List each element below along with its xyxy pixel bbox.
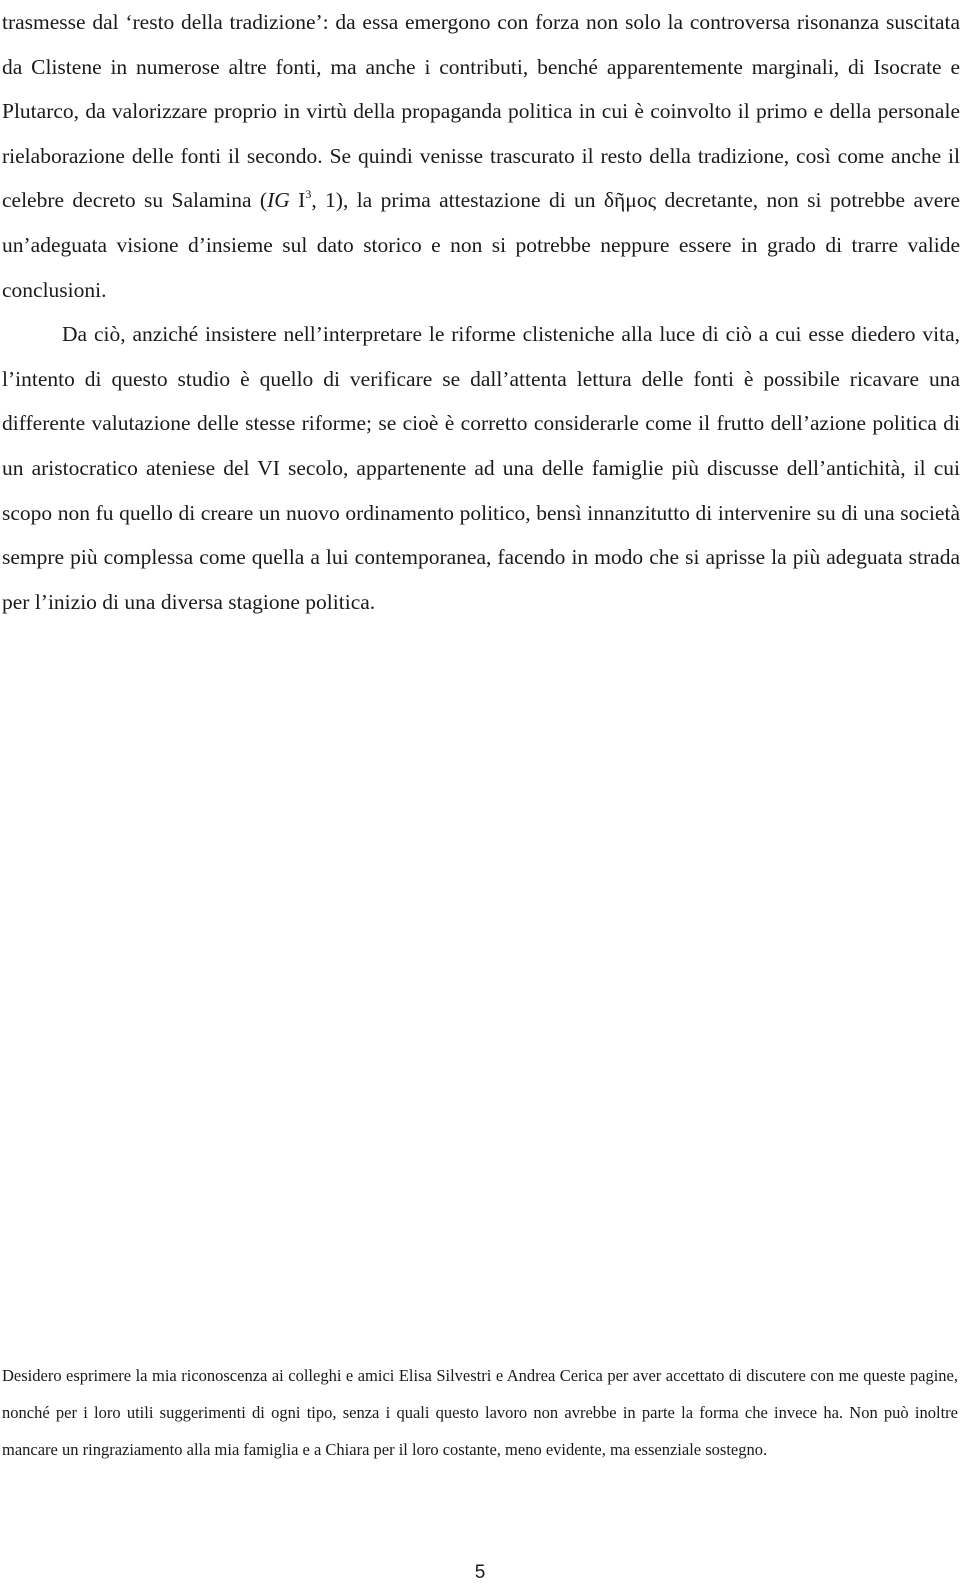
ig-volume: I <box>289 188 306 213</box>
page-number: 5 <box>474 1562 486 1583</box>
ig-superscript: 3 <box>305 187 312 202</box>
main-text <box>2 0 960 624</box>
paragraph-1-part-2: , 1), la prima attestazione di un δῆμος decretante, non si potrebbe avere un’adeguata visione d’insieme sul dato storico e non si potrebbe neppure essere in grado di trarre valide conclusioni. <box>2 188 960 302</box>
paragraph-1-part-1: trasmesse dal ‘resto della tradizione’: da essa emergono con forza non solo la controversa risonanza suscitata da Clistene in numerose altre fonti, ma anche i contributi, benché apparentemente marginali, di Isocrate e Plutarco, da valorizzare proprio in virtù della propaganda politica in cui è coinvolto il primo e della personale rielaborazione delle fonti il secondo. Se quindi venisse trascurato il resto della tradizione, così come anche il celebre decreto su Salamina ( <box>2 10 960 213</box>
paragraph-2: Da ciò, anziché insistere nell’interpretare le riforme clisteniche alla luce di ciò a cui esse diedero vita, l’intento di questo studio è quello di verificare se dall’attenta lettura delle fonti è possibile ricavare una differente valutazione delle stesse riforme; se cioè è corretto considerarle come il frutto dell’azione politica di un aristocratico ateniese del VI secolo, appartenente ad una delle famiglie più discusse dell’antichità, il cui scopo non fu quello di creare un nuovo ordinamento politico, bensì innanzitutto di intervenire su di una società sempre più complessa come quella a lui contemporanea, facendo in modo che si aprisse la più adeguata strada per l’inizio di una diversa stagione politica. <box>2 322 960 614</box>
ig-abbreviation: IG <box>267 188 290 213</box>
paragraph-1 <box>2 0 960 312</box>
acknowledgement-footnote: Desidero esprimere la mia riconoscenza ai colleghi e amici Elisa Silvestri e Andrea Cerica per aver accettato di discutere con me queste pagine, nonché per i loro utili suggerimenti di ogni tipo, senza i quali questo lavoro non avrebbe in parte la forma che invece ha. Non può inoltre mancare un ringraziamento alla mia famiglia e a Chiara per il loro costante, meno evidente, ma essenziale sostegno. <box>2 1366 958 1459</box>
